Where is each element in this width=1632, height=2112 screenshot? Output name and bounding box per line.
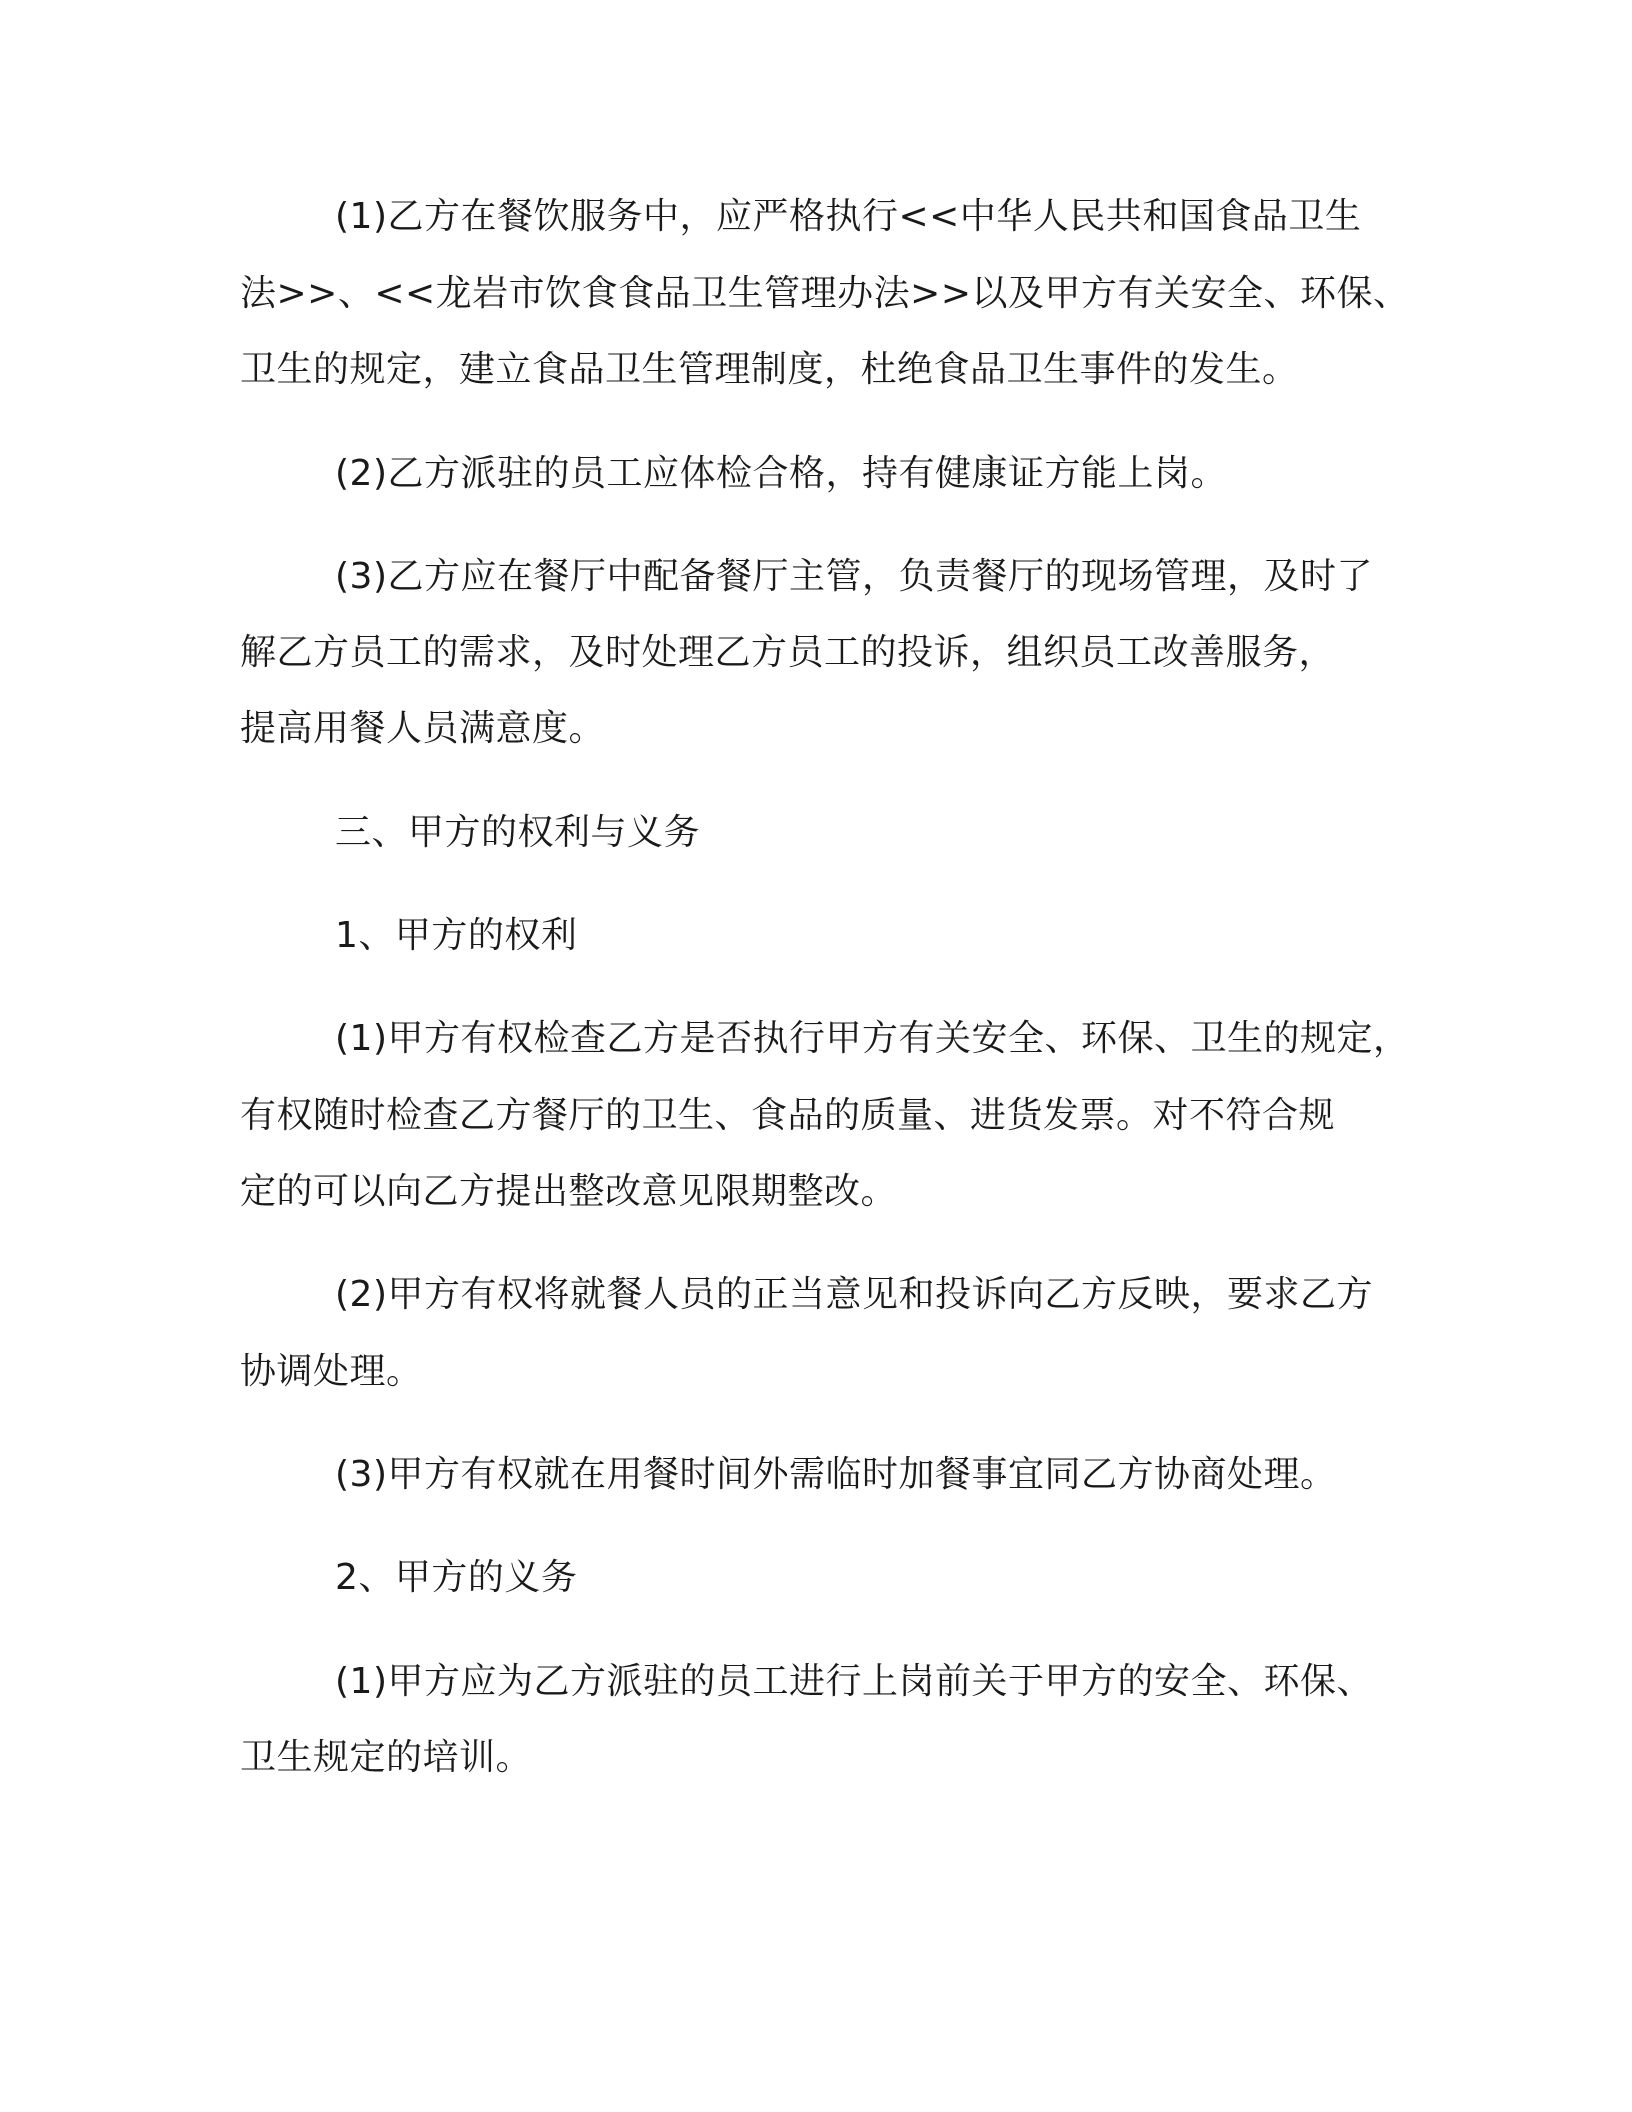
paragraph-4-line-1: (1)甲方有权检查乙方是否执行甲方有关安全、环保、卫生的规定， — [335, 1018, 1410, 1059]
section-heading-3: 三、甲方的权利与义务 — [335, 812, 701, 853]
paragraph-1-line-1: (1)乙方在餐饮服务中，应严格执行<<中华人民共和国食品卫生 — [335, 196, 1362, 237]
paragraph-3-line-2: 解乙方员工的需求，及时处理乙方员工的投诉，组织员工改善服务， — [240, 632, 1336, 673]
paragraph-5-line-1: (2)甲方有权将就餐人员的正当意见和投诉向乙方反映，要求乙方 — [335, 1274, 1373, 1315]
subsection-heading-rights: 1、甲方的权利 — [335, 915, 578, 956]
paragraph-1-line-2: 法>>、<<龙岩市饮食食品卫生管理办法>>以及甲方有关安全、环保、 — [240, 273, 1410, 314]
paragraph-1-line-3: 卫生的规定，建立食品卫生管理制度，杜绝食品卫生事件的发生。 — [240, 349, 1299, 390]
paragraph-2-line-1: (2)乙方派驻的员工应体检合格，持有健康证方能上岗。 — [335, 453, 1227, 494]
paragraph-7-line-2: 卫生规定的培训。 — [240, 1737, 533, 1778]
subsection-heading-obligations: 2、甲方的义务 — [335, 1557, 578, 1598]
paragraph-4-line-2: 有权随时检查乙方餐厅的卫生、食品的质量、进货发票。对不符合规 — [240, 1095, 1336, 1136]
paragraph-5-line-2: 协调处理。 — [240, 1351, 423, 1392]
paragraph-4-line-3: 定的可以向乙方提出整改意见限期整改。 — [240, 1171, 898, 1212]
paragraph-6-line-1: (3)甲方有权就在用餐时间外需临时加餐事宜同乙方协商处理。 — [335, 1454, 1337, 1495]
paragraph-3-line-1: (3)乙方应在餐厅中配备餐厅主管，负责餐厅的现场管理，及时了 — [335, 556, 1373, 597]
paragraph-7-line-1: (1)甲方应为乙方派驻的员工进行上岗前关于甲方的安全、环保、 — [335, 1661, 1373, 1702]
paragraph-3-line-3: 提高用餐人员满意度。 — [240, 708, 606, 749]
